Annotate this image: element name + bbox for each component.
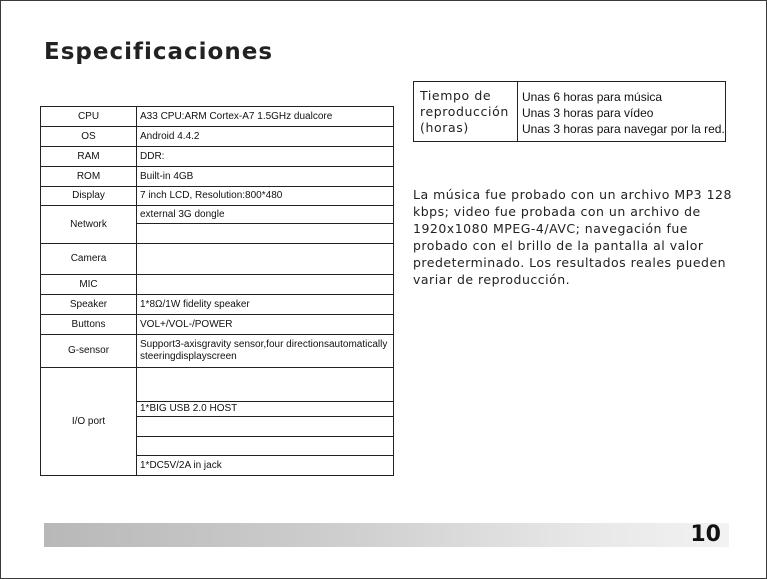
spec-value: VOL+/VOL-/POWER xyxy=(137,315,394,335)
spec-label: Network xyxy=(41,206,137,244)
battery-label-line: Tiempo de xyxy=(420,88,492,103)
battery-label xyxy=(414,82,518,142)
spec-value: 1*8Ω/1W fidelity speaker xyxy=(137,295,394,315)
page-number: 10 xyxy=(690,522,721,547)
spec-row-display xyxy=(41,187,394,206)
spec-row-ram xyxy=(41,147,394,167)
battery-value-line: Unas 3 horas para vídeo xyxy=(522,106,654,120)
spec-row-rom xyxy=(41,167,394,187)
page-title: Especificaciones xyxy=(44,39,274,65)
footer-bar xyxy=(44,523,729,547)
spec-row-io xyxy=(41,368,394,402)
battery-value-line: Unas 3 horas para navegar por la red. xyxy=(522,122,725,136)
spec-value: 7 inch LCD, Resolution:800*480 xyxy=(137,187,394,206)
spec-row-network xyxy=(41,206,394,224)
spec-value xyxy=(137,437,394,456)
spec-value xyxy=(137,368,394,402)
spec-label: I/O port xyxy=(41,368,137,476)
spec-row-cpu xyxy=(41,107,394,127)
spec-label: Camera xyxy=(41,244,137,275)
spec-label: ROM xyxy=(41,167,137,187)
spec-value xyxy=(137,244,394,275)
battery-row xyxy=(414,82,726,142)
battery-values xyxy=(518,82,726,142)
spec-label: G-sensor xyxy=(41,335,137,368)
battery-label-line: reproducción xyxy=(420,104,509,119)
spec-row-gsensor xyxy=(41,335,394,368)
spec-row-camera xyxy=(41,244,394,275)
spec-value: DDR: xyxy=(137,147,394,167)
spec-value: external 3G dongle xyxy=(137,206,394,224)
spec-label: MIC xyxy=(41,275,137,295)
battery-table xyxy=(413,81,726,142)
spec-label: CPU xyxy=(41,107,137,127)
spec-value: Built-in 4GB xyxy=(137,167,394,187)
spec-row-mic xyxy=(41,275,394,295)
battery-label-line: (horas) xyxy=(420,120,469,135)
spec-label: Buttons xyxy=(41,315,137,335)
spec-value: 1*BIG USB 2.0 HOST xyxy=(137,402,394,417)
spec-value: Support3-axisgravity sensor,four directionsautomatically steeringdisplayscreen xyxy=(137,335,394,368)
spec-row-os xyxy=(41,127,394,147)
spec-label: OS xyxy=(41,127,137,147)
spec-value: Android 4.4.2 xyxy=(137,127,394,147)
battery-note: La música fue probado con un archivo MP3 128 kbps; video fue probada con un archivo de 1920x1080 MPEG-4/AVC; navegación fue probado con el brillo de la pantalla al valor predeterminado. Los resultados reales pueden variar de reproducción. xyxy=(413,187,732,287)
spec-value xyxy=(137,224,394,244)
battery-value-line: Unas 6 horas para música xyxy=(522,90,663,104)
spec-value: 1*DC5V/2A in jack xyxy=(137,456,394,476)
spec-label: Speaker xyxy=(41,295,137,315)
spec-value xyxy=(137,417,394,437)
spec-value xyxy=(137,275,394,295)
spec-table xyxy=(40,106,394,476)
spec-label: RAM xyxy=(41,147,137,167)
spec-label: Display xyxy=(41,187,137,206)
spec-row-speaker xyxy=(41,295,394,315)
spec-value: A33 CPU:ARM Cortex-A7 1.5GHz dualcore xyxy=(137,107,394,127)
spec-row-buttons xyxy=(41,315,394,335)
